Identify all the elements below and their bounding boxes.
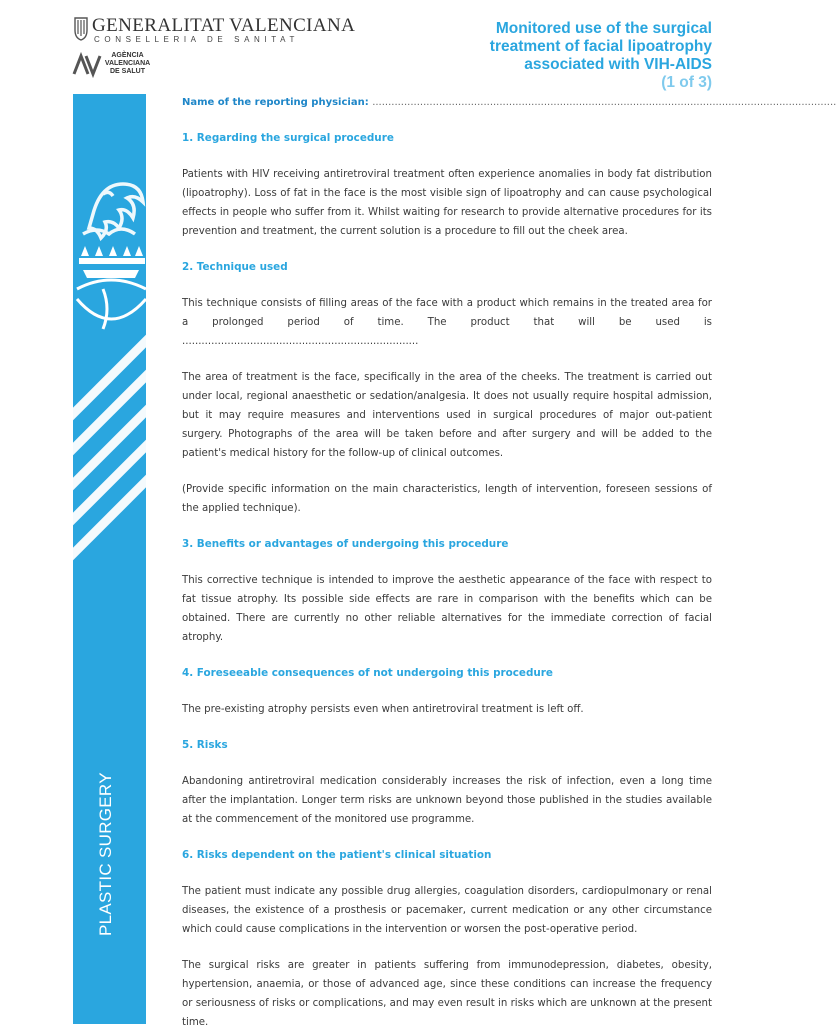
agency-name: [100, 52, 155, 76]
title-line-1: Monitored use of the surgical: [495, 20, 712, 37]
physician-label: Name of the reporting physician:: [182, 97, 369, 108]
section-2-paragraph-3: (Provide specific information on the main characteristics, length of intervention, foreseen sessions of the applied technique).: [182, 484, 712, 514]
section-heading-4: 4. Foreseeable consequences of not undergoing this procedure: [182, 667, 553, 679]
section-1-paragraph-1: Patients with HIV receiving antiretroviral treatment often experience anomalies in body fat distribution (lipoatrophy). Loss of fat in the face is the most visible sign of lipoatrophy and can cause psychological effects in people who suffer from it. Whilst waiting for research to provide alternative procedures for its prevention and treatment, the current solution is a procedure to fill out the cheek area.: [182, 169, 712, 237]
section-2-paragraph-1: This technique consists of filling areas of the face with a product which remains in the treated area for a prolonged period of time. The product that will be used is .........................................................................: [182, 298, 712, 347]
agency-logo-icon: [73, 52, 101, 76]
title-line-3: associated with VIH-AIDS: [524, 56, 712, 73]
physician-field: [182, 93, 836, 112]
plastic-surgery-label: PLASTIC SURGERY: [96, 772, 115, 936]
section-3-paragraph-1: This corrective technique is intended to improve the aesthetic appearance of the face with respect to fat tissue atrophy. Its possible side effects are rare in comparison with the benefits which can be obtained. There are currently no other reliable alternatives for the immediate correction of facial atrophy.: [182, 575, 712, 643]
section-6-paragraph-1: The patient must indicate any possible drug allergies, coagulation disorders, cardiopulmonary or renal diseases, the existence of a prosthesis or pacemaker, current medication or any other circumstance which could cause complications in the intervention or worsen the post-operative period.: [182, 886, 712, 935]
org-name: GENERALITAT VALENCIANA: [92, 15, 356, 36]
section-4-paragraph-1: The pre-existing atrophy persists even when antiretroviral treatment is left off.: [182, 704, 584, 715]
document-body: [182, 94, 836, 1032]
page-count: (1 of 3): [661, 74, 712, 91]
section-heading-3: 3. Benefits or advantages of undergoing this procedure: [182, 538, 509, 550]
agency-line-2: VALENCIANA: [104, 60, 151, 67]
section-heading-1: 1. Regarding the surgical procedure: [182, 132, 394, 144]
document-title: [490, 20, 712, 92]
section-2-paragraph-2: The area of treatment is the face, specifically in the area of the cheeks. The treatment is carried out under local, regional anaesthetic or sedation/analgesia. It does not usually require hospital admission, but it may require measures and interventions used in surgical procedures of major out-patient surgery. Photographs of the area will be taken before and after surgery and will be added to the patient's medical history for the follow-up of clinical outcomes.: [182, 372, 712, 459]
agency-line-1: AGÈNCIA: [111, 52, 144, 59]
section-heading-6: 6. Risks dependent on the patient's clinical situation: [182, 849, 492, 861]
section-6-paragraph-2: The surgical risks are greater in patients suffering from immunodepression, diabetes, obesity, hypertension, anaemia, or those of advanced age, since these conditions can increase the frequency or seriousness of risks or complications, and may even result in risks which are unknown at the present time.: [182, 960, 712, 1028]
title-line-2: treatment of facial lipoatrophy: [489, 38, 712, 55]
org-subtitle: CONSELLERIA DE SANITAT: [94, 35, 299, 44]
agency-line-3: DE SALUT: [110, 68, 145, 75]
section-5-paragraph-1: Abandoning antiretroviral medication considerably increases the risk of infection, even a long time after the implantation. Longer term risks are unknown beyond those published in the studies available at the commencement of the monitored use programme.: [182, 776, 712, 825]
generalitat-crest-icon: [73, 16, 89, 42]
section-heading-5: 5. Risks: [182, 739, 228, 751]
section-heading-2: 2. Technique used: [182, 261, 288, 273]
physician-blank: ..................................................................................................................................................: [372, 97, 836, 108]
